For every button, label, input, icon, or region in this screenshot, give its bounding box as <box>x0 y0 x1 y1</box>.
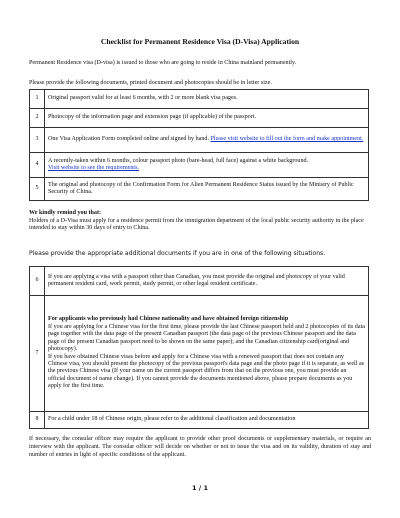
item-number: 7 <box>30 296 45 412</box>
item-paragraph: If you have obtained Chinese visas before and apply for a Chinese visa with a renewed passport that does not contain any Chinese visa, you should present the photocopy of the previous passport's data page and the photo page if it is separate, as well as the previous Chinese visa (If your name on the current passport differs from that on the previous one, you must provide an official document of name change). If you cannot provide the documents mentioned above, please prepare documents as you apply for the first time. <box>48 353 365 390</box>
footer-note: If necessary, the consular officer may require the applicant to provide other proof documents or supplementary materials, or require an interview with the applicant. The consular officer will decide on whether or not to issue the visa and on its validity, duration of stay and number of entries in light of specific conditions of the applicant. <box>29 436 371 458</box>
reminder-label: We kindly remind you that: <box>29 210 102 216</box>
table-row <box>30 128 369 153</box>
item-heading: For applicants who previously had Chinese nationality and have obtained foreign citizenship <box>48 316 289 323</box>
table-row <box>30 153 369 178</box>
item-cell <box>45 153 369 178</box>
table-row <box>30 296 369 412</box>
item-number: 2 <box>30 109 45 128</box>
reminder-section <box>29 210 374 233</box>
item-number: 1 <box>30 90 45 109</box>
item-number: 5 <box>30 178 45 201</box>
table-row <box>30 90 369 109</box>
item-text: If you are applying a visa with a passport other than Canadian, you must provide the original and photocopy of your valid permanent resident card, work permit, study permit, or other legal resident certificate. <box>45 267 369 296</box>
item-text: Original passport valid for at least 6 months, with 2 or more blank visa pages. <box>45 90 369 109</box>
page-title: Checklist for Permanent Residence Visa (D-Visa) Application <box>100 37 300 46</box>
table-row <box>30 178 369 201</box>
table-row <box>30 267 369 296</box>
item-number: 8 <box>30 412 45 429</box>
additional-documents-table <box>29 266 369 429</box>
item-text: Photocopy of the information page and extension page (if applicable) of the passport. <box>45 109 369 128</box>
item-text: The original and photocopy of the Confirmation Form for Alien Permanent Residence Status issued by the Ministry of Public Security of China. <box>45 178 369 201</box>
item-text: A recently-taken within 6 months, colour passport photo (bare-head, full face) against a white background. <box>48 157 309 164</box>
item-cell <box>45 296 369 412</box>
page-number: 1 / 1 <box>192 484 208 492</box>
reminder-text: Holders of a D-Visa must apply for a residence permit from the immigration department of the local public security authority in the place intended to stay within 30 days of entry to China. <box>29 217 364 231</box>
photo-requirements-link[interactable]: Visit website to see the requirements. <box>48 165 140 171</box>
intro-paragraph: Permanent Residence visa (D-visa) is issued to those who are going to reside in China mainland permanently. <box>29 60 297 66</box>
provide-instructions: Please provide the following documents, printed document and photocopies should be in letter size. <box>29 80 272 86</box>
item-number: 4 <box>30 153 45 178</box>
table-row <box>30 412 369 429</box>
additional-documents-heading: Please provide the appropriate additional documents if you are in one of the following situations. <box>29 250 326 257</box>
item-cell <box>45 128 369 153</box>
item-number: 3 <box>30 128 45 153</box>
item-text: One Visa Application Form completed online and signed by hand. <box>48 136 209 143</box>
table-row <box>30 109 369 128</box>
item-number: 6 <box>30 267 45 296</box>
item-text: For a child under 18 of Chinese origin, please refer to the additional classification and documentation <box>45 412 369 429</box>
item-paragraph: If you are applying for a Chinese visa for the first time, please provide the last Chinese passport held and 2 photocopies of its data page together with the data page of the present Canadian passport (the data page of the previous Chinese passport and the data page of the present Canadian passport need to be shown on the same paper); and the Canadian citizenship card(original and photocopy). <box>48 323 365 353</box>
fill-form-link[interactable]: Please visit website to fill out the form and make appointment. <box>210 136 364 143</box>
required-documents-table <box>29 89 369 201</box>
